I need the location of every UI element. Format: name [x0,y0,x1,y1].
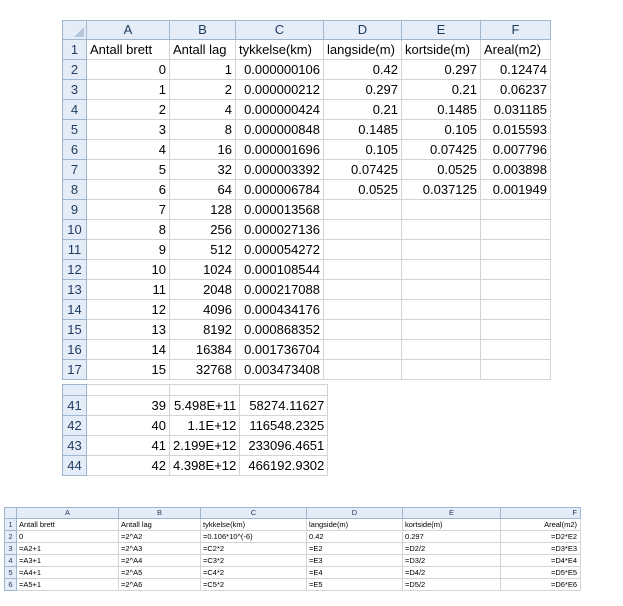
cell-c[interactable]: 0.000054272 [236,240,324,260]
cell-c[interactable]: 0.000027136 [236,220,324,240]
cell-d[interactable]: =E5 [307,579,403,591]
cell-e[interactable]: 0.0525 [402,160,481,180]
cell-b[interactable]: 1024 [170,260,236,280]
cell-d[interactable]: 0.1485 [324,120,402,140]
row-header[interactable]: 13 [63,280,87,300]
row-header[interactable]: 15 [63,320,87,340]
cell-f[interactable] [481,240,551,260]
row-header[interactable]: 11 [63,240,87,260]
cell-b[interactable]: 2 [170,80,236,100]
cell-f[interactable]: =D6*E6 [501,579,581,591]
cell-f[interactable]: =D4*E4 [501,555,581,567]
cell-a[interactable]: 15 [87,360,170,380]
cell-e[interactable]: =D5/2 [403,579,501,591]
cell-c[interactable]: 0.000000424 [236,100,324,120]
cell-b[interactable]: 2.199E+12 [170,436,240,456]
spreadsheet-formula-view [4,507,581,591]
cell-d[interactable]: 0.105 [324,140,402,160]
table-row [63,396,328,416]
cell-d[interactable] [324,340,402,360]
cell-b[interactable]: =2^A5 [119,567,201,579]
cell-text [152,385,166,387]
table-row [63,360,551,380]
cell-b[interactable]: 512 [170,240,236,260]
cell-d[interactable] [324,320,402,340]
cell-f[interactable]: =D5*E5 [501,567,581,579]
cell-a[interactable]: 42 [87,456,170,476]
cell-a[interactable]: 3 [87,120,170,140]
cell-d[interactable]: 0.0525 [324,180,402,200]
cell-a[interactable] [87,385,170,396]
cell-d[interactable]: =E4 [307,567,403,579]
cell-b[interactable]: 4 [170,100,236,120]
cell-f[interactable]: 0.007796 [481,140,551,160]
cell-c[interactable]: 0.000003392 [236,160,324,180]
table-row [63,340,551,360]
row-header[interactable]: 2 [63,60,87,80]
cell-e[interactable]: kortside(m) [402,40,481,60]
cell-c[interactable]: 58274.11627 [240,396,328,416]
cell-a[interactable]: =A4+1 [17,567,119,579]
row-header[interactable]: 6 [5,579,17,591]
cell-a[interactable]: Antall brett [87,40,170,60]
cell-f[interactable]: =D2*E2 [501,531,581,543]
cell-b[interactable]: 5.498E+11 [170,396,240,416]
cell-a[interactable]: 13 [87,320,170,340]
cell-a[interactable]: 12 [87,300,170,320]
spreadsheet-lower-body [63,385,328,476]
row-header[interactable]: 1 [5,519,17,531]
cell-f[interactable] [481,220,551,240]
cell-d[interactable] [324,220,402,240]
cell-b[interactable]: 4096 [170,300,236,320]
cell-c[interactable]: 0.000108544 [236,260,324,280]
cell-e[interactable] [402,300,481,320]
cell-e[interactable]: kortside(m) [403,519,501,531]
cell-d[interactable] [324,200,402,220]
cell-c[interactable]: 0.000006784 [236,180,324,200]
table-row [63,140,551,160]
cell-a[interactable]: 8 [87,220,170,240]
cell-c[interactable]: =C5*2 [201,579,307,591]
cell-d[interactable] [324,260,402,280]
formula-column-header-e[interactable]: E [403,508,501,519]
cell-a[interactable]: 1 [87,80,170,100]
cell-d[interactable]: =E3 [307,555,403,567]
cell-a[interactable]: 14 [87,340,170,360]
cell-f[interactable] [481,260,551,280]
cell-a[interactable]: 4 [87,140,170,160]
table-row [63,416,328,436]
cell-b[interactable]: 256 [170,220,236,240]
table-row [63,100,551,120]
row-header[interactable]: 10 [63,220,87,240]
cell-b[interactable]: Antall lag [119,519,201,531]
spreadsheet-main-body [63,21,551,380]
select-all-triangle-icon [74,27,84,37]
formula-column-header-row [5,508,581,519]
cell-text [67,385,81,387]
cell-c[interactable]: 0.000000106 [236,60,324,80]
row-header[interactable]: 9 [63,200,87,220]
cell-f[interactable] [481,320,551,340]
cell-c[interactable]: 0.000000848 [236,120,324,140]
cell-c[interactable]: 0.000868352 [236,320,324,340]
table-row [63,120,551,140]
cell-e[interactable]: =D3/2 [403,555,501,567]
cell-e[interactable]: 0.297 [402,60,481,80]
cell-text [248,385,324,387]
cell-f[interactable]: 0.031185 [481,100,551,120]
cell-e[interactable] [402,200,481,220]
formula-column-header-a[interactable]: A [17,508,119,519]
cell-f[interactable]: 0.001949 [481,180,551,200]
spreadsheet-lower-rows [62,384,328,476]
cell-a[interactable]: 9 [87,240,170,260]
cell-d[interactable]: 0.21 [324,100,402,120]
row-header[interactable]: 8 [63,180,87,200]
cell-f[interactable]: 0.12474 [481,60,551,80]
row-header[interactable]: 5 [5,567,17,579]
formula-column-header-c[interactable]: C [201,508,307,519]
cell-e[interactable]: 0.1485 [402,100,481,120]
cell-a[interactable]: 11 [87,280,170,300]
cell-a[interactable]: 39 [87,396,170,416]
cell-f[interactable] [481,280,551,300]
row-header[interactable]: 4 [5,555,17,567]
table-row [5,555,581,567]
cell-e[interactable] [402,320,481,340]
row-header[interactable]: 3 [63,80,87,100]
row-header[interactable]: 4 [63,100,87,120]
table-row [63,300,551,320]
table-row [63,240,551,260]
row-header[interactable]: 14 [63,300,87,320]
cell-f[interactable]: Areal(m2) [501,519,581,531]
cell-d[interactable]: 0.297 [324,80,402,100]
cell-a[interactable]: 7 [87,200,170,220]
cell-c[interactable]: 0.000001696 [236,140,324,160]
cell-c[interactable]: =C2*2 [201,543,307,555]
cell-c[interactable]: =C3*2 [201,555,307,567]
cell-d[interactable]: langside(m) [324,40,402,60]
table-row [5,543,581,555]
table-row [63,385,328,396]
cell-e[interactable] [402,360,481,380]
spreadsheet-formula-body [5,508,581,591]
row-header[interactable]: 12 [63,260,87,280]
table-row [63,160,551,180]
column-header-e[interactable]: E [402,21,481,40]
cell-e[interactable] [402,220,481,240]
column-header-c[interactable]: C [236,21,324,40]
cell-c[interactable]: 0.000013568 [236,200,324,220]
column-header-d[interactable]: D [324,21,402,40]
cell-a[interactable]: 6 [87,180,170,200]
cell-b[interactable]: 16384 [170,340,236,360]
row-header[interactable]: 44 [63,456,87,476]
row-header[interactable]: 5 [63,120,87,140]
cell-e[interactable]: 0.105 [402,120,481,140]
column-header-row [63,21,551,40]
table-row [5,519,581,531]
cell-d[interactable] [324,360,402,380]
cell-c[interactable] [240,385,328,396]
cell-a[interactable]: 10 [87,260,170,280]
formula-select-all-corner[interactable] [5,508,17,519]
cell-e[interactable] [402,240,481,260]
table-row [5,531,581,543]
cell-e[interactable]: =D2/2 [403,543,501,555]
cell-f[interactable]: =D3*E3 [501,543,581,555]
cell-b[interactable]: 4.398E+12 [170,456,240,476]
cell-a[interactable]: 5 [87,160,170,180]
column-header-f[interactable]: F [481,21,551,40]
cell-c[interactable]: =0.106*10^(-6) [201,531,307,543]
row-header[interactable]: 2 [5,531,17,543]
cell-c[interactable]: 0.003473408 [236,360,324,380]
row-header[interactable]: 1 [63,40,87,60]
select-all-corner[interactable] [63,21,87,40]
cell-b[interactable]: =2^A4 [119,555,201,567]
cell-f[interactable]: 0.003898 [481,160,551,180]
cell-c[interactable]: 233096.4651 [240,436,328,456]
row-header[interactable]: 42 [63,416,87,436]
cell-b[interactable]: 8192 [170,320,236,340]
table-row [63,200,551,220]
cell-a[interactable]: 0 [87,60,170,80]
row-header[interactable]: 17 [63,360,87,380]
table-row [63,220,551,240]
cell-e[interactable] [402,280,481,300]
row-header[interactable]: 41 [63,396,87,416]
cell-a[interactable]: 0 [17,531,119,543]
cell-c[interactable]: 116548.2325 [240,416,328,436]
cell-f[interactable] [481,300,551,320]
cell-a[interactable]: =A5+1 [17,579,119,591]
table-row [63,80,551,100]
cell-b[interactable]: 64 [170,180,236,200]
cell-b[interactable]: 32 [170,160,236,180]
column-header-b[interactable]: B [170,21,236,40]
cell-f[interactable] [481,360,551,380]
cell-a[interactable]: 2 [87,100,170,120]
cell-d[interactable] [324,280,402,300]
cell-d[interactable]: 0.42 [307,531,403,543]
cell-c[interactable]: 0.000217088 [236,280,324,300]
cell-c[interactable]: 0.000434176 [236,300,324,320]
cell-c[interactable]: =C4*2 [201,567,307,579]
cell-a[interactable]: Antall brett [17,519,119,531]
cell-f[interactable] [481,340,551,360]
formula-column-header-d[interactable]: D [307,508,403,519]
table-row [63,60,551,80]
cell-e[interactable]: 0.07425 [402,140,481,160]
row-header[interactable] [63,385,87,396]
row-header[interactable]: 16 [63,340,87,360]
cell-a[interactable]: =A2+1 [17,543,119,555]
cell-a[interactable]: 40 [87,416,170,436]
row-header[interactable]: 6 [63,140,87,160]
table-row [5,567,581,579]
table-row [63,180,551,200]
table-row [63,40,551,60]
cell-b[interactable]: =2^A2 [119,531,201,543]
cell-e[interactable]: =D4/2 [403,567,501,579]
cell-f[interactable] [481,200,551,220]
row-header[interactable]: 43 [63,436,87,456]
formula-column-header-b[interactable]: B [119,508,201,519]
cell-e[interactable] [402,260,481,280]
cell-d[interactable]: =E2 [307,543,403,555]
cell-b[interactable]: 1.1E+12 [170,416,240,436]
cell-c[interactable]: 0.001736704 [236,340,324,360]
table-row [5,579,581,591]
cell-text [174,385,236,387]
cell-c[interactable]: 0.000000212 [236,80,324,100]
column-header-a[interactable]: A [87,21,170,40]
cell-c[interactable]: 466192.9302 [240,456,328,476]
table-row [63,436,328,456]
cell-b[interactable]: 128 [170,200,236,220]
cell-b[interactable]: 32768 [170,360,236,380]
table-row [63,456,328,476]
cell-e[interactable]: 0.297 [403,531,501,543]
row-header[interactable]: 3 [5,543,17,555]
cell-e[interactable]: 0.037125 [402,180,481,200]
row-header[interactable]: 7 [63,160,87,180]
cell-b[interactable]: =2^A3 [119,543,201,555]
cell-e[interactable] [402,340,481,360]
spreadsheet-main [62,20,551,380]
cell-b[interactable] [170,385,240,396]
cell-b[interactable]: 1 [170,60,236,80]
formula-column-header-f[interactable]: F [501,508,581,519]
cell-c[interactable]: tykkelse(km) [201,519,307,531]
cell-b[interactable]: 8 [170,120,236,140]
cell-a[interactable]: =A3+1 [17,555,119,567]
cell-b[interactable]: Antall lag [170,40,236,60]
table-row [63,280,551,300]
table-row [63,320,551,340]
cell-b[interactable]: =2^A6 [119,579,201,591]
cell-c[interactable]: tykkelse(km) [236,40,324,60]
cell-d[interactable] [324,240,402,260]
cell-f[interactable]: 0.06237 [481,80,551,100]
table-row [63,260,551,280]
cell-d[interactable]: 0.42 [324,60,402,80]
cell-d[interactable]: 0.07425 [324,160,402,180]
cell-a[interactable]: 41 [87,436,170,456]
cell-b[interactable]: 2048 [170,280,236,300]
cell-f[interactable]: Areal(m2) [481,40,551,60]
cell-d[interactable]: langside(m) [307,519,403,531]
cell-f[interactable]: 0.015593 [481,120,551,140]
cell-d[interactable] [324,300,402,320]
cell-b[interactable]: 16 [170,140,236,160]
cell-e[interactable]: 0.21 [402,80,481,100]
